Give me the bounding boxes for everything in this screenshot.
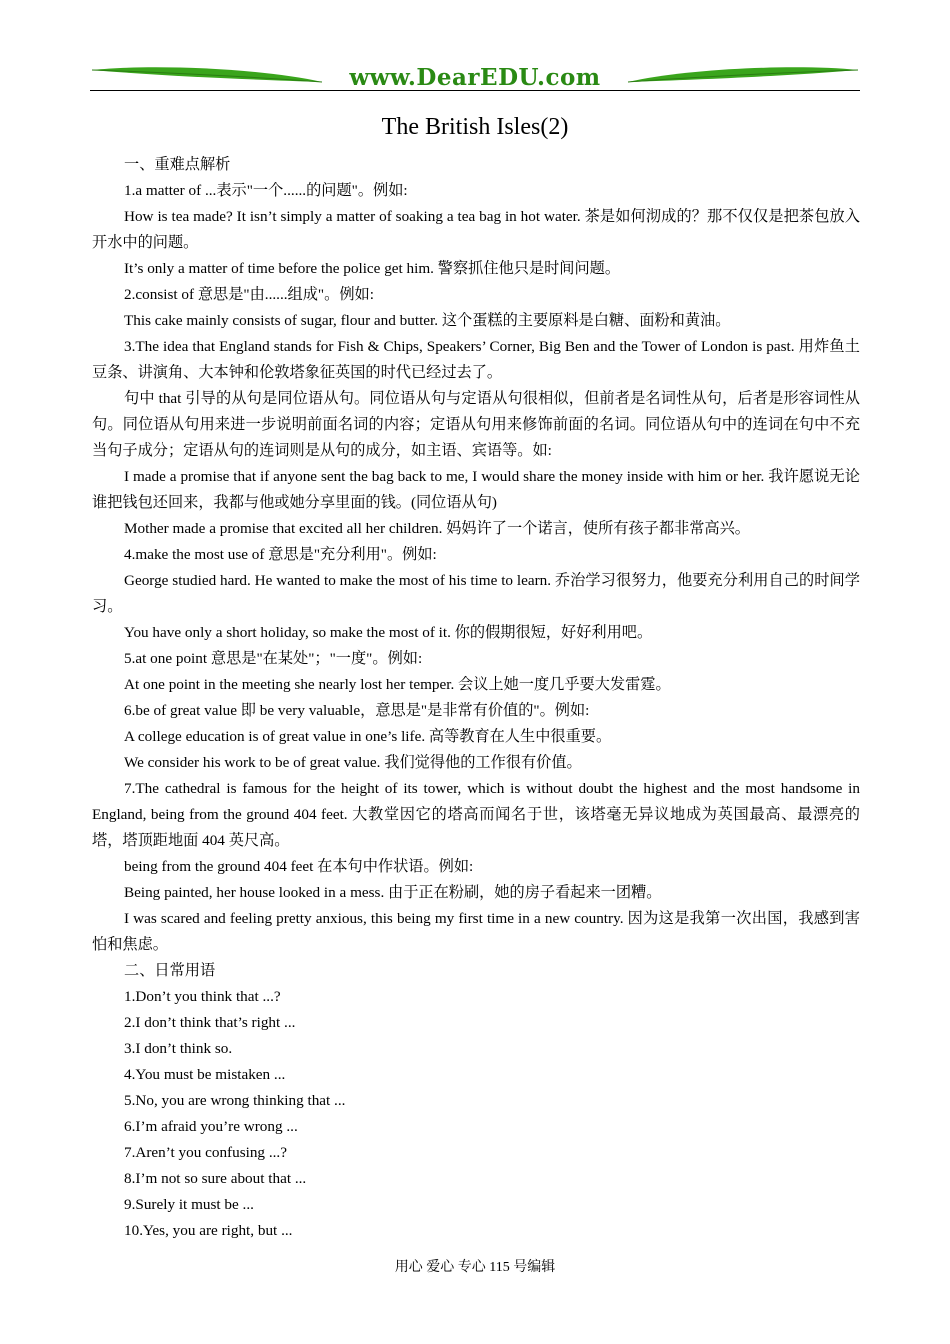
paragraph: 6.be of great value 即 be very valuable，意思是"是非常有价值的"。例如: (124, 702, 590, 719)
paragraph: You have only a short holiday, so make the most of it. 你的假期很短，好好利用吧。 (124, 624, 653, 641)
page-footer: 用心 爱心 专心 115 号编辑 (394, 1260, 556, 1275)
paragraph: I was scared and feeling pretty anxious, this being my first time in a new country. 因为这是我第一次出国，我感到害怕和焦虑。 (92, 910, 860, 953)
paragraph: 1.a matter of ...表示"一个......的问题"。例如: (124, 182, 408, 199)
paragraph: being from the ground 404 feet 在本句中作状语。例如: (124, 858, 474, 875)
site-logo[interactable]: www.DearEDU.com (349, 64, 601, 91)
paragraph: A college education is of great value in one’s life. 高等教育在人生中很重要。 (124, 728, 612, 745)
list-item: 2.I don’t think that’s right ... (124, 1014, 296, 1031)
paragraph: 2.consist of 意思是"由......组成"。例如: (124, 286, 374, 303)
section-heading: 二、日常用语 (124, 962, 216, 979)
paragraph: We consider his work to be of great value. 我们觉得他的工作很有价值。 (124, 754, 582, 771)
paragraph: This cake mainly consists of sugar, flour and butter. 这个蛋糕的主要原料是白糖、面粉和黄油。 (124, 312, 731, 329)
paragraph: It’s only a matter of time before the police get him. 警察抓住他只是时间问题。 (124, 260, 621, 277)
paragraph: 4.make the most use of 意思是"充分利用"。例如: (124, 546, 437, 563)
list-item: 3.I don’t think so. (124, 1040, 233, 1057)
paragraph: Being painted, her house looked in a mess. 由于正在粉刷，她的房子看起来一团糟。 (124, 884, 662, 901)
paragraph: Mother made a promise that excited all her children. 妈妈许了一个诺言，使所有孩子都非常高兴。 (124, 520, 750, 537)
list-item: 10.Yes, you are right, but ... (124, 1222, 293, 1239)
page-title: The British Isles(2) (381, 114, 569, 140)
paragraph: 3.The idea that England stands for Fish & Chips, Speakers’ Corner, Big Ben and the Tower of London is past. 用炸鱼土豆条、讲演角、大本钟和伦敦塔象征英国的时代已经过去了。 (92, 338, 860, 381)
paragraph: 7.The cathedral is famous for the height of its tower, which is without doubt the highest and the most handsome in England, being from the ground 404 feet. 大教堂因它的塔高而闻名于世，该塔毫无异议地成为英国最高、最漂亮的塔，塔顶距地面 404 英尺高。 (92, 780, 860, 849)
list-item: 6.I’m afraid you’re wrong ... (124, 1118, 298, 1135)
list-item: 4.You must be mistaken ... (124, 1066, 286, 1083)
paragraph: 5.at one point 意思是"在某处"；"一度"。例如: (124, 650, 423, 667)
paragraph: 句中 that 引导的从句是同位语从句。同位语从句与定语从句很相似，但前者是名词性从句，后者是形容词性从句。同位语从句用来进一步说明前面名词的内容；定语从句用来修饰前面的名词。同位语从句中的连词在句中不充当句子成分；定语从句的连词则是从句的成分，如主语、宾语等。如: (92, 390, 860, 459)
section-heading: 一、重难点解析 (124, 156, 231, 173)
list-item: 5.No, you are wrong thinking that ... (124, 1092, 346, 1109)
header-rule (90, 90, 860, 91)
list-item: 9.Surely it must be ... (124, 1196, 254, 1213)
list-item: 1.Don’t you think that ...? (124, 988, 281, 1005)
document-body (92, 152, 860, 1244)
paragraph: George studied hard. He wanted to make the most of his time to learn. 乔治学习很努力，他要充分利用自己的时间学习。 (92, 572, 860, 615)
paragraph: I made a promise that if anyone sent the bag back to me, I would share the money inside with him or her. 我许愿说无论谁把钱包还回来，我都与他或她分享里面的钱。(同位语从句) (92, 468, 860, 511)
paragraph: How is tea made? It isn’t simply a matter of soaking a tea bag in hot water. 茶是如何沏成的？那不仅仅是把茶包放入开水中的问题。 (92, 208, 860, 251)
paragraph: At one point in the meeting she nearly lost her temper. 会议上她一度几乎要大发雷霆。 (124, 676, 671, 693)
list-item: 8.I’m not so sure about that ... (124, 1170, 307, 1187)
list-item: 7.Aren’t you confusing ...? (124, 1144, 287, 1161)
